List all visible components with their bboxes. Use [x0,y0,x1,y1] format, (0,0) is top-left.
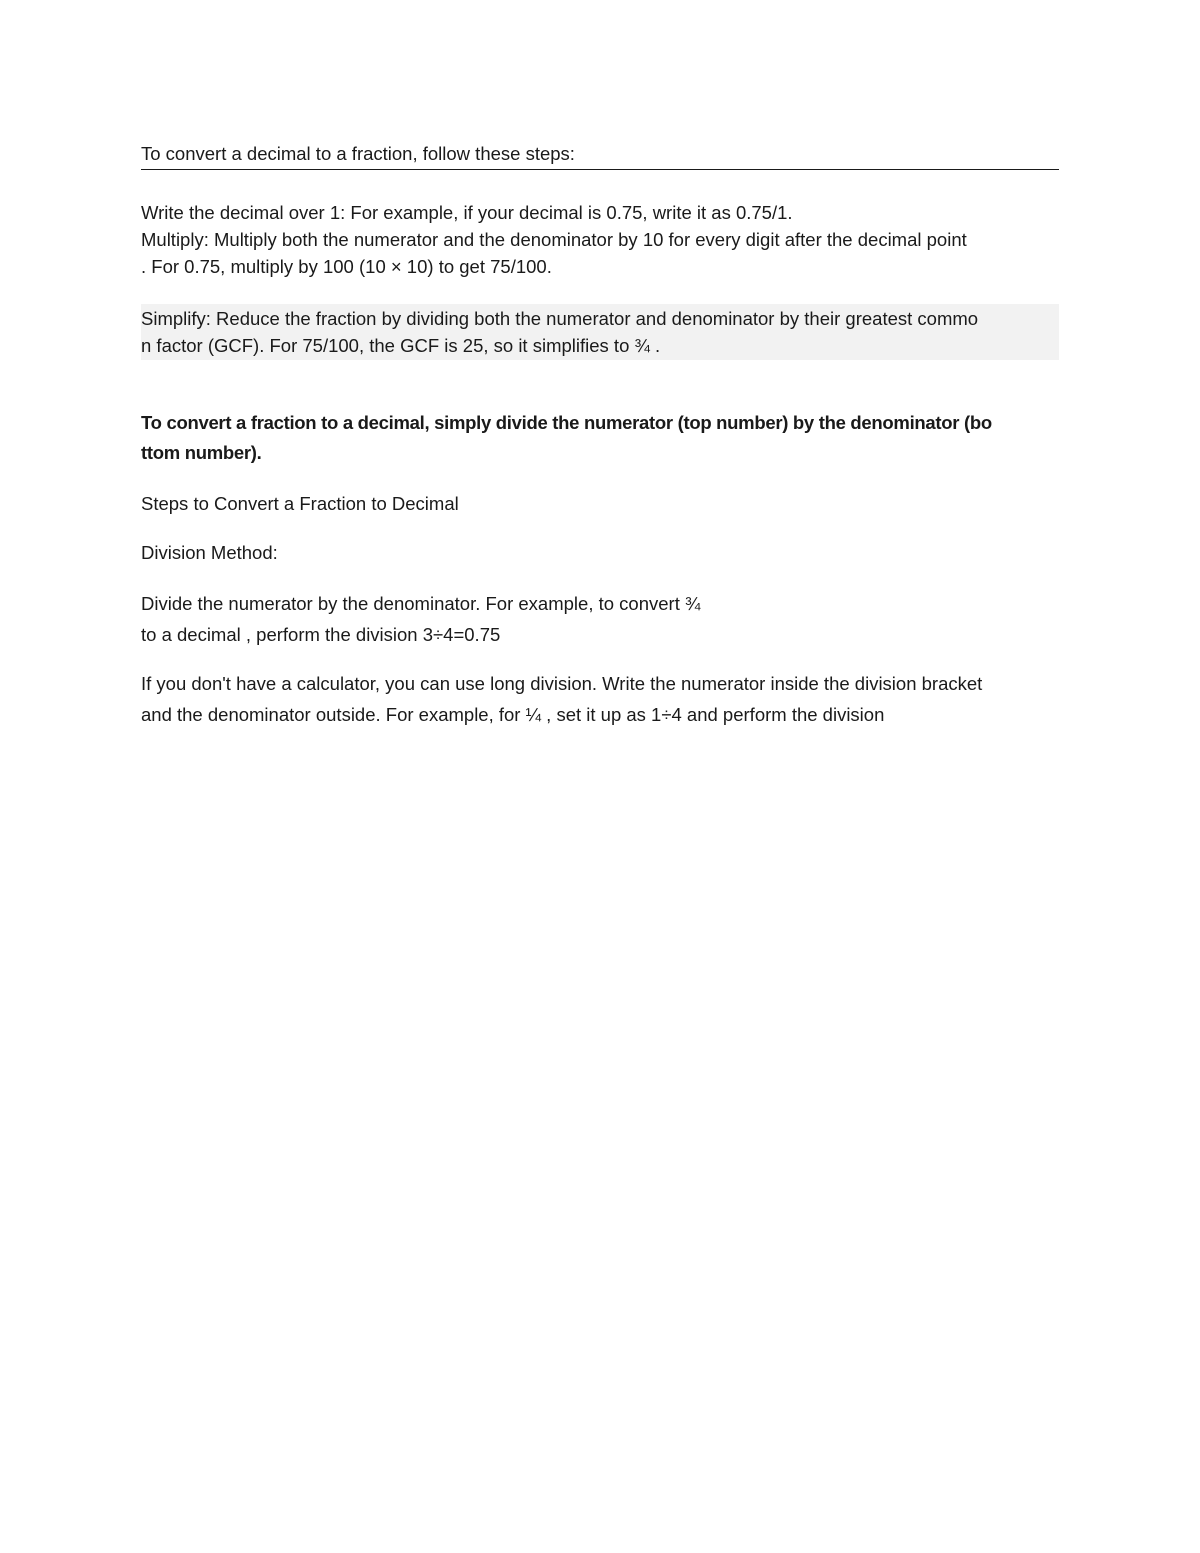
divide-line-2: to a decimal , perform the division 3÷4=0.75 [141,624,501,645]
fraction-to-decimal-heading [141,408,1059,468]
step-write-over-one: Write the decimal over 1: For example, if your decimal is 0.75, write it as 0.75/1. [141,202,793,223]
fraction-heading-line-2: ttom number). [141,442,262,463]
step-simplify-line-1: Simplify: Reduce the fraction by dividing both the numerator and denominator by their greatest commo [141,308,979,329]
long-division-line-1: If you don't have a calculator, you can use long division. Write the numerator inside the division bracket [141,673,983,694]
step-multiply-line-1: Multiply: Multiply both the numerator and the denominator by 10 for every digit after the decimal point [141,229,967,250]
fraction-heading-line-1: To convert a fraction to a decimal, simply divide the numerator (top number) by the denominator (bo [141,412,992,433]
divide-paragraph [141,588,1059,650]
step-multiply-line-2: . For 0.75, multiply by 100 (10 × 10) to get 75/100. [141,256,552,277]
decimal-to-fraction-heading: To convert a decimal to a fraction, follow these steps: [141,140,1059,170]
step-simplify-line-2: n factor (GCF). For 75/100, the GCF is 25, so it simplifies to ¾ . [141,335,661,356]
division-method-label: Division Method: [141,542,278,563]
steps-block [141,199,1059,280]
long-division-paragraph [141,668,1059,730]
long-division-line-2: and the denominator outside. For example, for ¼ , set it up as 1÷4 and perform the division [141,704,885,725]
simplify-highlight-block [141,304,1059,360]
steps-title: Steps to Convert a Fraction to Decimal [141,493,459,514]
document-page [141,140,1059,730]
divide-line-1: Divide the numerator by the denominator. For example, to convert ¾ [141,593,701,614]
